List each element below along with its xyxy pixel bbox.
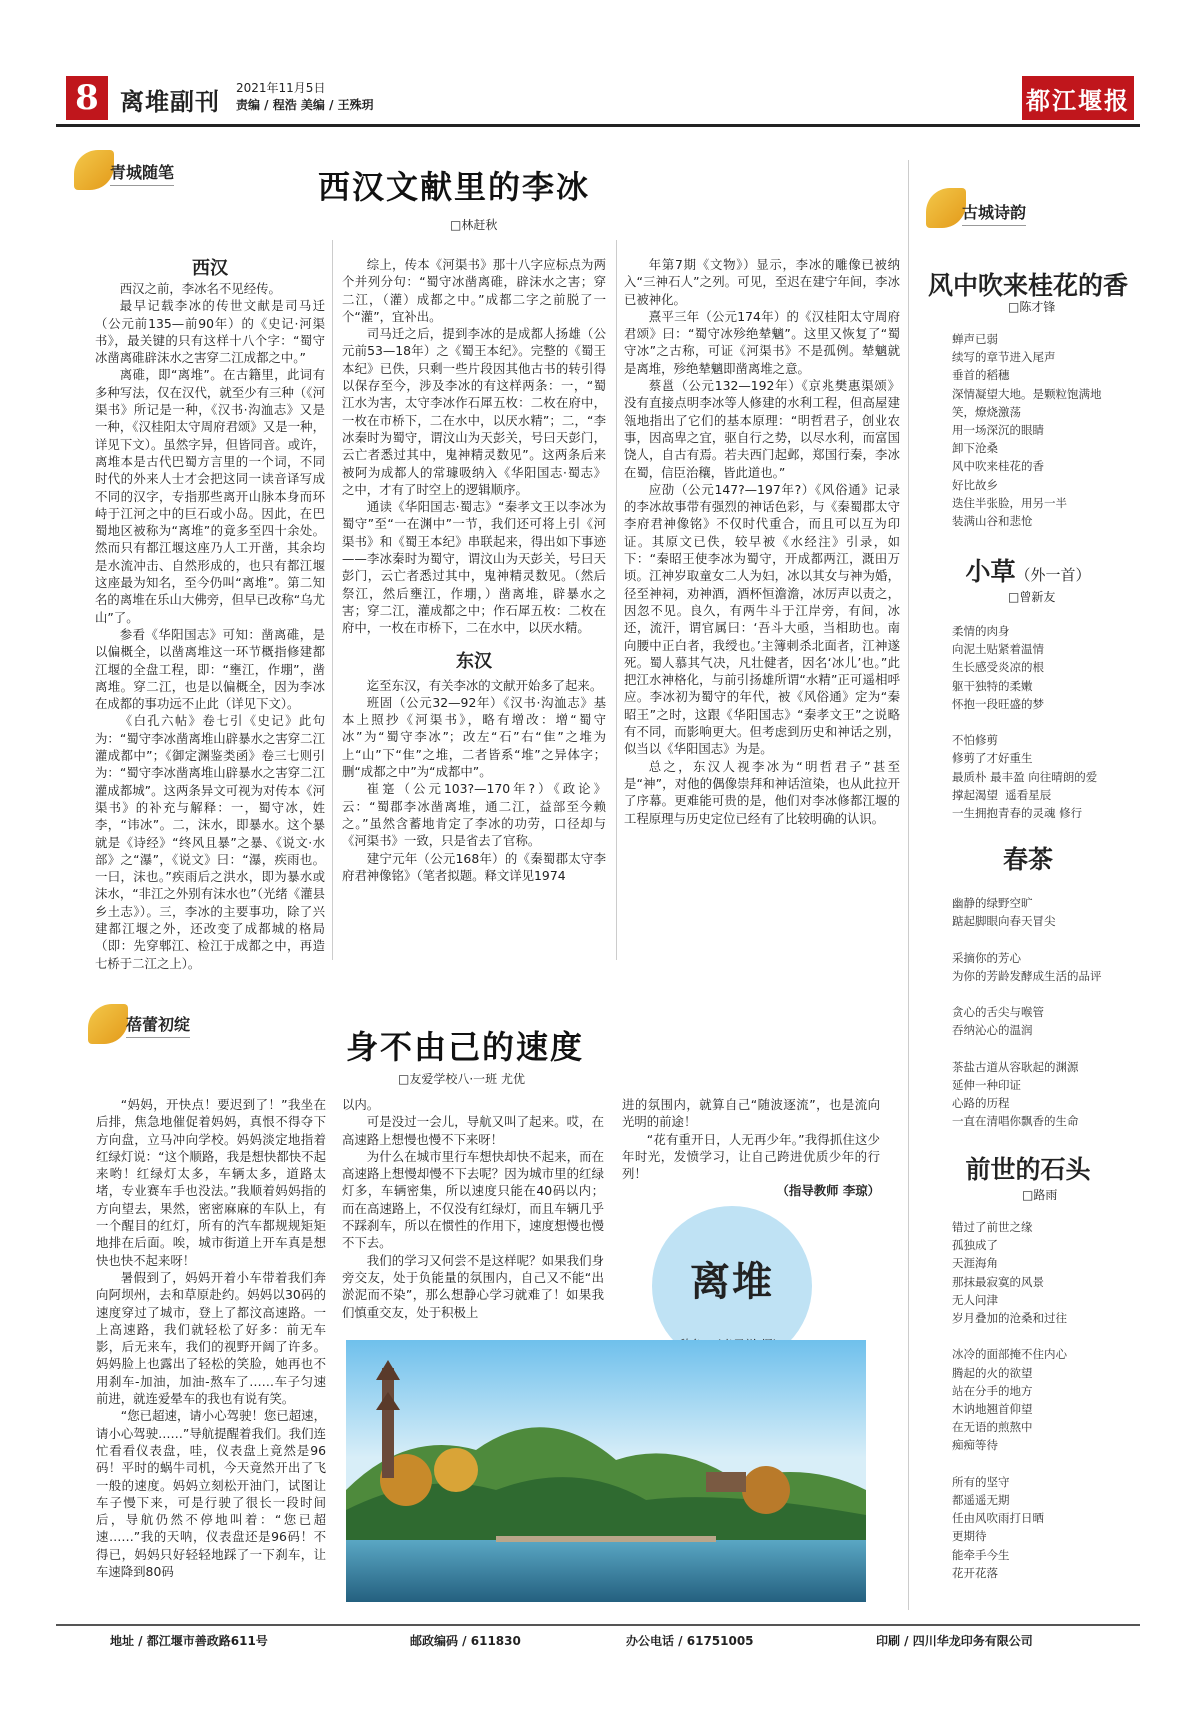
subheading: 东汉 xyxy=(456,650,492,672)
paragraph: 以内。 xyxy=(342,1097,380,1112)
page-number: 8 xyxy=(66,76,108,120)
article-body xyxy=(96,1096,326,1580)
header-rule xyxy=(56,124,1140,127)
paragraph: “妈妈，开快点！要迟到了！”我坐在后排，焦急地催促着妈妈，真恨不得夺下方向盘，立马冲向学校。妈妈淡定地指着红绿灯说：“这个顺路，我是想快都快不起来哟！红绿灯太多，车辆太多，道路太堵，专业赛车手也没法。”我顺着妈妈指的方向望去，果然，密密麻麻的车队上，有一个醒目的红灯，所有的汽车都规规矩矩地排在后面。唉，城市街道上开车真是想快也快不起来呀！ xyxy=(96,1097,326,1268)
poem-title xyxy=(920,552,1136,588)
paragraph: 建宁元年（公元168年）的《秦蜀郡太守李府君神像铭》（笔者拟题。释文详见1974 xyxy=(342,850,606,883)
column-tag: 蓓蕾初绽 xyxy=(126,1012,190,1038)
poem-title-suffix: （外一首） xyxy=(1015,566,1091,584)
poem-title: 春茶 xyxy=(1002,845,1053,874)
article-body xyxy=(95,280,325,972)
paragraph: “花有重开日，人无再少年。”我得抓住这少年时光，发愤学习，让自己跨进优质少年的行列！ xyxy=(622,1131,880,1182)
article-byline: □友爱学校八·一班 尤优 xyxy=(398,1072,525,1086)
footer-phone: 办公电话 / 61751005 xyxy=(626,1634,754,1648)
paragraph: 崔寔（公元103?—170年?）《政论》云：“蜀郡李冰凿离堆，通二江，益部至今赖之。”虽然含蓄地肯定了李冰的功劳，口径却与《河渠书》一致，只是省去了官称。 xyxy=(342,781,606,849)
poem-author: □路雨 xyxy=(1022,1188,1058,1202)
issue-date: 2021年11月5日 xyxy=(236,81,326,95)
paragraph: 最早记载李冰的传世文献是司马迁（公元前135—前90年）的《史记·河渠书》，最关键的只有这样十八个字：“蜀守冰凿离碓辟沫水之害穿二江成都之中。” xyxy=(95,298,325,366)
poem-text: 幽静的绿野空旷 踮起脚眼向春天冒尖 采摘你的芳心 为你的芳龄发酵成生活的品评 贪心的舌尖与喉管 吞纳沁心的温润 茶盐古道从容耿起的渊源 延伸一种印证 心路的历程 一直在清唱你飘香的生命 xyxy=(952,896,1102,1129)
column-tag: 青城随笔 xyxy=(110,160,174,186)
article-body xyxy=(342,677,606,885)
article-column xyxy=(342,256,606,884)
paragraph: 综上，传本《河渠书》那十八字应标点为两个并列分句：“蜀守冰凿离碓，辟沫水之害；穿二江，（灌）成都之中。”成都二字之前脱了一个“灌”，宜补出。 xyxy=(342,257,606,324)
paragraph: 我们的学习又何尝不是这样呢？如果我们身旁交友，处于负能量的氛围内，自己又不能“出淤泥而不染”，那么想静心学习就难了！如果我们慎重交友，处于积极上 xyxy=(342,1252,604,1320)
paragraph: 蔡邕（公元132—192年）《京兆樊惠渠颂》没有直接点明李冰等人修建的水利工程，但高屋建瓴地指出了它们的基本原理：“明哲君子，创业农事，因高卑之宜，驱自行之势，以尽水利，而富国饶人，自古有焉。若夫西门起邺，郑国行秦，李冰在蜀，信臣治穰，皆此道也。” xyxy=(624,378,900,480)
photo-title: 离堆 xyxy=(690,1258,774,1305)
paragraph: 《白孔六帖》卷七引《史记》此句为：“蜀守李冰凿离堆山辟暴水之害穿二江灌成都中”；《御定渊鉴类函》卷三七则引为：“蜀守李冰凿离堆山辟暴水之害穿二江灌成都城”。这两条异文可视为对传本《河渠书》的补充与解释：一，蜀守冰，姓李，“讳冰”。二，沫水，即暴水。这个暴就是《诗经》“终风且暴”之暴、《说文·水部》之“瀑”，《说文》曰：“瀑，疾雨也。一曰，沫也。”疾雨后之洪水，即为暴水或沫水，“非江之外别有沫水也”（光绪《灌县乡土志》）。三，李冰的主要事功，除了兴建都江堰之外，还改变了成都城的格局（即：先穿郫江、检江于成都之中，再造七桥于二江之上）。 xyxy=(95,713,325,971)
paragraph: 迄至东汉，有关李冰的文献开始多了起来。 xyxy=(366,677,603,693)
paragraph: 离碓，即“离堆”。在古籍里，此词有多种写法，仅在汉代，就至少有三种（《河渠书》所记是一种，《汉书·沟洫志》又是一种，《汉桂阳太守周府君颂》又是一种，详见下文）。虽然字异，但皆同音。或许，离堆本是古代巴蜀方言里的一个词，不同时代的外来人士才会把这同一读音译写成不同的汉字，专指那些离开山脉本身而环峙于江河之中的巨石或小岛。因此，在巴蜀地区被称为“离堆”的竟多至四十余处。然而只有都江堰这座乃人工开凿，其余均是水流冲击、自然形成的，也只有都江堰这座最为知名，至今仍叫“离堆”。第二知名的离堆在乐山大佛旁，但早已改称“乌尤山”了。 xyxy=(95,367,325,625)
poem-title: 前世的石头 xyxy=(965,1155,1091,1184)
editors-line: 责编 / 程浩 美编 / 王殊玥 xyxy=(236,98,374,112)
poem-author: □陈才锋 xyxy=(1008,300,1056,314)
paragraph: 为什么在城市里行车想快却快不起来，而在高速路上想慢却慢不下去呢？因为城市里的红绿灯多，车辆密集，所以速度只能在40码以内；而在高速路上，不仅没有红绿灯，而且车辆几乎不踩刹车，所以在惯性的作用下，速度想慢也慢不下去。 xyxy=(342,1148,604,1251)
paragraph: 参看《华阳国志》可知：凿离碓，是以偏概全，以凿离堆这一环节概指修建都江堰的全盘工程，即：“壅江，作堋”，凿离堆。穿二江，也是以偏概全，因为李冰在成都的事功远不止此（详见下文）。 xyxy=(95,626,325,712)
paragraph: 年第7期《文物》）显示，李冰的雕像已被纳入“三神石人”之列。可见，至迟在建宁年间，李冰已被神化。 xyxy=(624,257,900,307)
article-headline: 西汉文献里的李冰 xyxy=(318,168,591,206)
poem-title: 风中吹来桂花的香 xyxy=(927,271,1128,300)
landscape-photo xyxy=(346,1340,866,1602)
paragraph: 司马迁之后，提到李冰的是成都人扬雄（公元前53—18年）之《蜀王本纪》。完整的《蜀王本纪》已佚，只剩一些片段因其他古书的转引得以保存至今，涉及李冰的有这样两条：一，“蜀江水为害，太守李冰作石犀五枚：二枚在府中，一枚在市桥下，二在水中，以厌水精”；二，“李冰秦时为蜀守，谓汶山为天彭关，号曰天彭门，云亡者悉过其中，鬼神精灵数见”。这两条后来被阿为成都人的常璩吸纳入《华阳国志·蜀志》之中，才有了时空上的逻辑顺序。 xyxy=(342,326,606,497)
section-title: 离堆副刊 xyxy=(120,88,220,116)
column-tag: 古城诗韵 xyxy=(962,200,1026,226)
paragraph: 进的氛围内，就算自己“随波逐流”，也是流向光明的前途！ xyxy=(622,1097,880,1130)
article-column xyxy=(96,1096,326,1580)
paragraph: 班固（公元32—92年）《汉书·沟洫志》基本上照抄《河渠书》，略有增改：增“蜀守冰”为“蜀守李冰”；改左“石”右“隹”之堆为上“山”下“隹”之堆，二者皆系“堆”之异体字；删“成都之中”为“成都中”。 xyxy=(342,694,606,780)
article-column xyxy=(342,1096,604,1321)
column-divider xyxy=(332,240,333,960)
paragraph: 通读《华阳国志·蜀志》“秦孝文王以李冰为蜀守”至“一在渊中”一节，我们还可将上引《河渠书》和《蜀王本纪》串联起来，得出如下事迹——李冰秦时为蜀守，谓汶山为天彭关，号曰天彭门，云亡者悉过其中，鬼神精灵数见。（然后祭江，然后壅江，作堋，）凿离堆，辟暴水之害；穿二江，灌成都之中；作石犀五枚：二枚在府中，一枚在市桥下，二在水中，以厌水精。 xyxy=(342,499,606,636)
subheading: 西汉 xyxy=(192,258,228,279)
paragraph: “您已超速，请小心驾驶！您已超速，请小心驾驶……”导航提醒着我们。我们连忙看看仪表盘，哇，仪表盘上竟然是96码！平时的蜗牛司机，今天竟然开出了飞一般的速度。妈妈立刻松开油门，试图让车子慢下来，可是行驶了很长一段时间后，导航仍然不停地叫着：“您已超速……”我的天呐，仪表盘还是96码！不得已，妈妈只好轻轻地踩了一下刹车，让车速降到80码 xyxy=(96,1408,326,1580)
poem-text: 蝉声已弱 续写的章节进入尾声 垂首的稻穗 深情凝望大地。是颗粒饱满地 笑，燎烧激荡 用一场深沉的眼睛 卸下沧桑 风中吹来桂花的香 好比故乡 迭住半张脸，用另一半 装满山谷和悲怆 xyxy=(952,332,1102,529)
ginkgo-leaf-icon xyxy=(926,188,966,228)
paragraph: 西汉之前，李冰名不见经传。 xyxy=(119,281,281,296)
ginkgo-leaf-icon xyxy=(88,1004,128,1044)
article-column xyxy=(95,254,325,972)
paragraph: 应劭（公元147?—197年?）《风俗通》记录的李冰故事带有强烈的神话色彩，与《秦蜀郡太守李府君神像铭》不仅时代重合，而且可以互为印证。其原文已佚，较早被《水经注》引录，如下：“秦昭王使李冰为蜀守，开成都两江，溉田万顷。江神岁取童女二人为妇，冰以其女与神为婚，径至神祠，劝神酒，酒杯恒澹澹，冰厉声以责之，因忽不见。良久，有两牛斗于江岸旁，有间，冰还，流汗，谓官属曰：‘吾斗大亟，当相助也。南向腰中正白者，我绶也。’主簿刺杀北面者，江神遂死。蜀人慕其气决，凡壮健者，因名‘冰儿’也。”此把江水神格化，与前引扬雄所谓“水精”正可遥相呼应。李冰初为蜀守的年代，被《风俗通》定为“秦昭王”之时，这跟《华阳国志》“秦孝文王”之说略有不同，而影响更大。但考虑到历史和神话之别，似当以《华阳国志》为是。 xyxy=(624,481,900,757)
landscape-illustration xyxy=(346,1340,866,1602)
article-byline: □林赶秋 xyxy=(450,218,498,232)
ginkgo-leaf-icon xyxy=(74,150,114,190)
article-headline: 身不由己的速度 xyxy=(346,1028,585,1066)
poem-text: 错过了前世之缘 孤独成了 天涯海角 那抹最寂寞的风景 无人问津 岁月叠加的沧桑和过往 冰冷的面部掩不住内心 腾起的火的欲望 站在分手的地方 木讷地翘首仰望 在无语的煎熬中 痴痴等待 所有的坚守 都遥遥无期 任由风吹雨打日晒 更期待 能牵手今生 花开花落 xyxy=(952,1220,1067,1580)
paragraph: 熹平三年（公元174年）的《汉桂阳太守周府君颂》曰：“蜀守冰殄绝辇魑”。这里又恢复了“蜀守冰”之古称，可证《河渠书》不是孤例。辇魑就是离堆，殄绝辇魑即凿离堆之意。 xyxy=(624,308,900,376)
column-divider xyxy=(616,240,617,960)
article-body xyxy=(342,256,606,637)
paragraph: 可是没过一会儿，导航又叫了起来。哎，在高速路上想慢也慢不下来呀！ xyxy=(342,1114,604,1147)
poem-author: □曾新友 xyxy=(1008,590,1056,604)
article-body xyxy=(624,256,900,827)
poem-title-main: 小草 xyxy=(965,557,1016,586)
article-column xyxy=(624,256,900,827)
article-column xyxy=(622,1096,880,1200)
footer-postcode: 邮政编码 / 611830 xyxy=(410,1634,521,1648)
article-body xyxy=(622,1096,880,1200)
footer-printer: 印刷 / 四川华龙印务有限公司 xyxy=(876,1634,1033,1648)
teacher-credit: （指导教师 李琼） xyxy=(776,1183,880,1199)
footer-address: 地址 / 都江堰市善政路611号 xyxy=(110,1634,268,1648)
column-divider xyxy=(908,160,909,1610)
newspaper-logo: 都江堰报 xyxy=(1022,76,1134,120)
paragraph: 暑假到了，妈妈开着小车带着我们奔向阿坝州，去和草原赴约。妈妈以30码的速度穿过了城市，登上了都汶高速路。一上高速路，我们就轻松了好多：前无车影，后无来车，我们的视野开阔了许多。妈妈脸上也露出了轻松的笑脸，她再也不用刹车-加油，加油-熬车了……车子匀速前进，就连爱晕车的我也有说有笑。 xyxy=(96,1269,326,1407)
poem-text: 柔情的肉身 向泥土贴紧着温情 生长感受炎凉的根 躯干独特的柔嫩 怀抱一段旺盛的梦 不怕修剪 修剪了才好重生 最质朴 最丰盈 向往晴朗的爱 撑起渴望 遥看星辰 一生拥抱青春的灵魂 修行 xyxy=(952,624,1098,821)
article-body xyxy=(342,1096,604,1321)
footer-rule xyxy=(56,1624,1140,1626)
paragraph: 总之，东汉人视李冰为“明哲君子”甚至是“神”，对他的偶像崇拜和神话渲染，也从此拉开了序幕。更难能可贵的是，他们对李冰修都江堰的工程原理与历史定位已经有了比较明确的认识。 xyxy=(624,758,900,826)
